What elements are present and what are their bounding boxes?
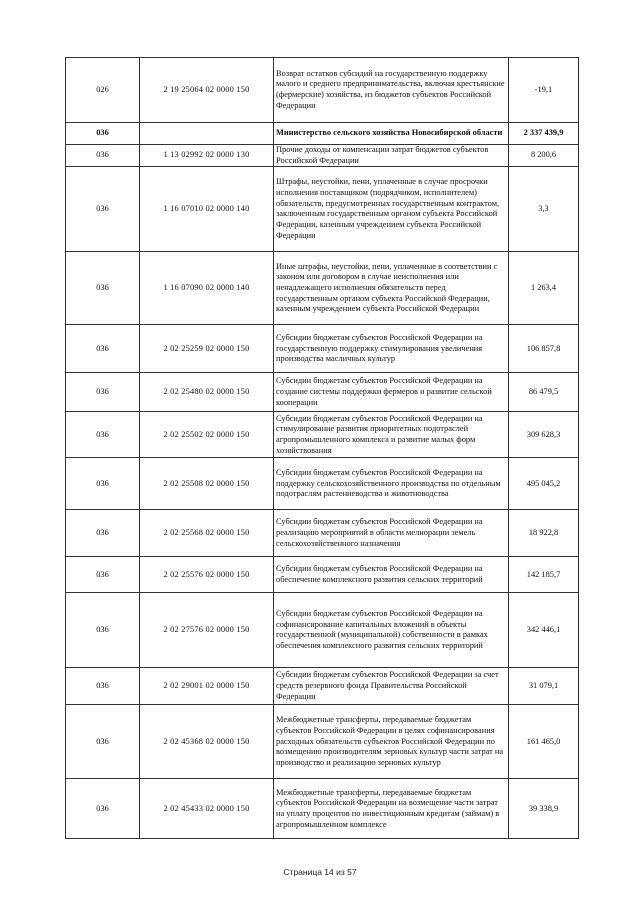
table-row — [66, 510, 579, 557]
admin-code-cell: 036 — [66, 252, 140, 325]
amount-cell: 342 446,1 — [509, 593, 579, 668]
table-row — [66, 167, 579, 252]
table-row — [66, 58, 579, 123]
amount-cell: -19,1 — [509, 58, 579, 123]
description-cell: Штрафы, неустойки, пени, уплаченные в случае просрочки исполнения поставщиком (подрядчиком, исполнителем) обязательств, предусмотренных государственным контрактом, заключенным государственным органом субъекта Российской Федерации, казенным учреждением субъекта Российской Федерации — [274, 167, 509, 252]
revenue-code-cell: 1 16 07090 02 0000 140 — [140, 252, 274, 325]
amount-cell: 18 922,8 — [509, 510, 579, 557]
description-cell: Субсидии бюджетам субъектов Российской Федерации на софинансирование капитальных вложений в объекты государственной (муниципальной) собственности в рамках обеспечения комплексного развития сельских территорий — [274, 593, 509, 668]
revenue-code-cell: 2 02 25568 02 0000 150 — [140, 510, 274, 557]
revenue-code-cell: 2 02 25259 02 0000 150 — [140, 325, 274, 373]
admin-code-cell: 036 — [66, 412, 140, 458]
revenue-code-cell: 2 02 25502 02 0000 150 — [140, 412, 274, 458]
description-cell: Министерство сельского хозяйства Новосибирской области — [274, 123, 509, 145]
table-row — [66, 668, 579, 705]
table-row — [66, 325, 579, 373]
description-cell: Прочие доходы от компенсации затрат бюджетов субъектов Российской Федерации — [274, 145, 509, 167]
description-cell: Возврат остатков субсидий на государственную поддержку малого и среднего предпринимательства, включая крестьянские (фермерские) хозяйства, из бюджетов субъектов Российской Федерации — [274, 58, 509, 123]
description-cell: Субсидии бюджетам субъектов Российской Федерации на поддержку сельскохозяйственного производства по отдельным подотраслям растениеводства и животноводства — [274, 458, 509, 510]
description-cell: Субсидии бюджетам субъектов Российской Федерации на государственную поддержку стимулирования увеличения производства масличных культур — [274, 325, 509, 373]
table-row — [66, 373, 579, 412]
table-row — [66, 557, 579, 593]
revenue-code-cell: 2 02 45368 02 0000 150 — [140, 705, 274, 779]
table-row — [66, 593, 579, 668]
admin-code-cell: 036 — [66, 668, 140, 705]
description-cell: Субсидии бюджетам субъектов Российской Федерации за счет средств резервного фонда Правительства Российской Федерации — [274, 668, 509, 705]
admin-code-cell: 036 — [66, 510, 140, 557]
amount-cell: 309 628,3 — [509, 412, 579, 458]
description-cell: Межбюджетные трансферты, передаваемые бюджетам субъектов Российской Федерации в целях софинансирования расходных обязательств субъектов Российской Федерации по возмещению производителям зерновых культур части затрат на производство и реализацию зерновых культур — [274, 705, 509, 779]
revenue-code-cell: 2 02 25576 02 0000 150 — [140, 557, 274, 593]
description-cell: Субсидии бюджетам субъектов Российской Федерации на реализацию мероприятий в области мелиорации земель сельскохозяйственного назначения — [274, 510, 509, 557]
admin-code-cell: 036 — [66, 373, 140, 412]
description-cell: Иные штрафы, неустойки, пени, уплаченные в соответствии с законом или договором в случае неисполнения или ненадлежащего исполнения обязательств перед государственным органом субъекта Российской Федерации, казенным учреждением субъекта Российской Федерации — [274, 252, 509, 325]
revenue-code-cell: 2 19 25064 02 0000 150 — [140, 58, 274, 123]
description-cell: Субсидии бюджетам субъектов Российской Федерации на обеспечение комплексного развития сельских территорий — [274, 557, 509, 593]
amount-cell: 8 200,6 — [509, 145, 579, 167]
admin-code-cell: 036 — [66, 779, 140, 839]
amount-cell: 1 263,4 — [509, 252, 579, 325]
table-row — [66, 412, 579, 458]
admin-code-cell: 036 — [66, 123, 140, 145]
revenue-code-cell: 1 16 07010 02 0000 140 — [140, 167, 274, 252]
table-row — [66, 705, 579, 779]
amount-cell: 161 465,0 — [509, 705, 579, 779]
revenue-code-cell: 1 13 02992 02 0000 130 — [140, 145, 274, 167]
admin-code-cell: 036 — [66, 167, 140, 252]
amount-cell: 106 857,8 — [509, 325, 579, 373]
revenue-table-body — [66, 58, 579, 839]
admin-code-cell: 036 — [66, 557, 140, 593]
revenue-table — [65, 57, 579, 839]
amount-cell: 142 185,7 — [509, 557, 579, 593]
revenue-code-cell: 2 02 29001 02 0000 150 — [140, 668, 274, 705]
revenue-code-cell: 2 02 27576 02 0000 150 — [140, 593, 274, 668]
amount-cell: 86 479,5 — [509, 373, 579, 412]
amount-cell: 39 338,9 — [509, 779, 579, 839]
table-row — [66, 779, 579, 839]
description-cell: Субсидии бюджетам субъектов Российской Федерации на стимулирование развития приоритетных подотраслей агропромышленного комплекса и развитие малых форм хозяйствования — [274, 412, 509, 458]
page-footer: Страница 14 из 57 — [283, 867, 357, 877]
revenue-code-cell — [140, 123, 274, 145]
admin-code-cell: 026 — [66, 58, 140, 123]
revenue-code-cell: 2 02 25480 02 0000 150 — [140, 373, 274, 412]
amount-cell: 31 079,1 — [509, 668, 579, 705]
description-cell: Межбюджетные трансферты, передаваемые бюджетам субъектов Российской Федерации на возмещение части затрат на уплату процентов по инвестиционным кредитам (займам) в агропромышленном комплексе — [274, 779, 509, 839]
revenue-code-cell: 2 02 45433 02 0000 150 — [140, 779, 274, 839]
admin-code-cell: 036 — [66, 458, 140, 510]
amount-cell: 495 045,2 — [509, 458, 579, 510]
amount-cell: 3,3 — [509, 167, 579, 252]
table-row — [66, 458, 579, 510]
description-cell: Субсидии бюджетам субъектов Российской Федерации на создание системы поддержки фермеров и развитие сельской кооперации — [274, 373, 509, 412]
revenue-code-cell: 2 02 25508 02 0000 150 — [140, 458, 274, 510]
table-row — [66, 252, 579, 325]
admin-code-cell: 036 — [66, 145, 140, 167]
admin-code-cell: 036 — [66, 325, 140, 373]
admin-code-cell: 036 — [66, 593, 140, 668]
table-row — [66, 123, 579, 145]
admin-code-cell: 036 — [66, 705, 140, 779]
table-row — [66, 145, 579, 167]
amount-cell: 2 337 439,9 — [509, 123, 579, 145]
